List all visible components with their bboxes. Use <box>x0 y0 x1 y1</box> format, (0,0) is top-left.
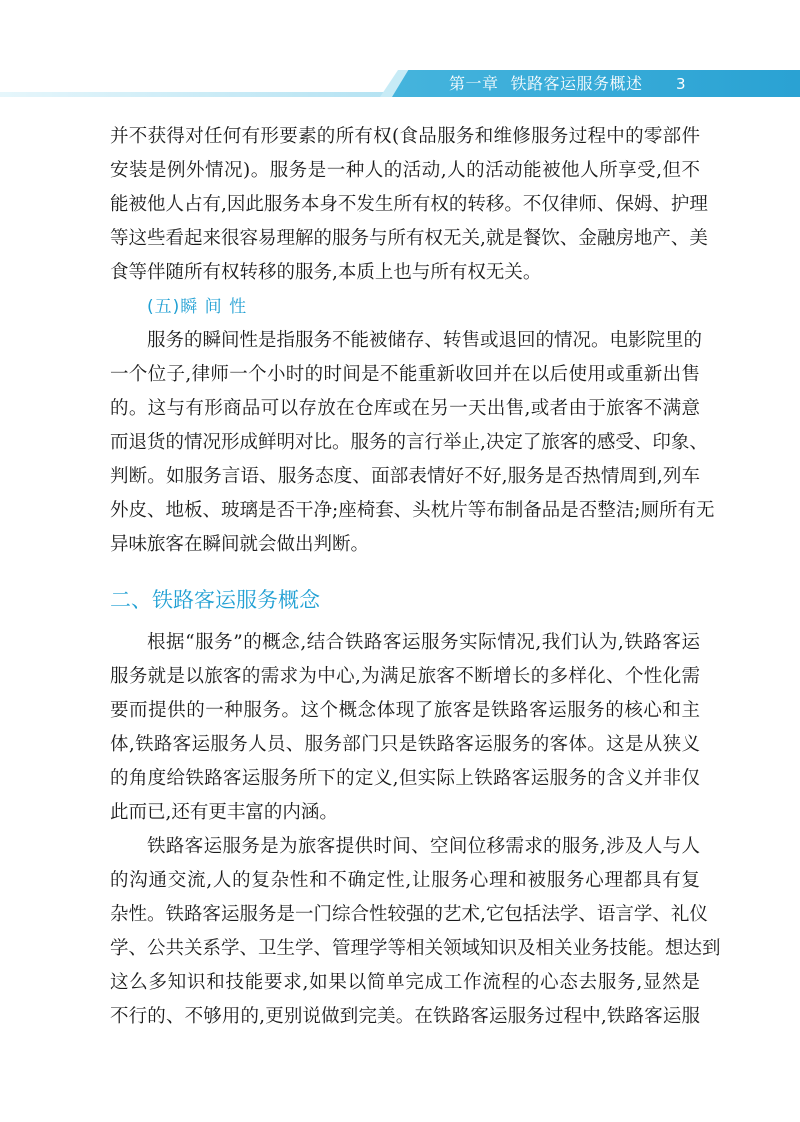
paragraph-concept <box>110 626 700 830</box>
chapter-title: 铁路客运服务概述 <box>510 74 643 93</box>
page-body <box>110 120 721 1034</box>
text-line: 铁路客运服务是为旅客提供时间、空间位移需求的服务,涉及人与人 <box>147 836 700 857</box>
text-line: 这么多知识和技能要求,如果以简单完成工作流程的心态去服务,显然是 <box>110 972 700 993</box>
text-line: 异味旅客在瞬间就会做出判断。 <box>110 534 370 555</box>
text-line: 杂性。铁路客运服务是一门综合性较强的艺术,它包括法学、语言学、礼仪 <box>110 904 708 925</box>
text-line: 能被他人占有,因此服务本身不发生所有权的转移。不仅律师、保姆、护理 <box>110 194 708 215</box>
text-line: 服务就是以旅客的需求为中心,为满足旅客不断增长的多样化、个性化需 <box>110 666 700 687</box>
text-line: 安装是例外情况)。服务是一种人的活动,人的活动能被他人所享受,但不 <box>110 160 700 181</box>
text-line: 而退货的情况形成鲜明对比。服务的言行举止,决定了旅客的感受、印象、 <box>110 432 708 453</box>
text-line: 要而提供的一种服务。这个概念体现了旅客是铁路客运服务的核心和主 <box>110 700 700 721</box>
text-line: 的沟通交流,人的复杂性和不确定性,让服务心理和被服务心理都具有复 <box>110 870 700 891</box>
section-heading: 二、铁路客运服务概念 <box>110 588 320 612</box>
text-line: 食等伴随所有权转移的服务,本质上也与所有权无关。 <box>110 262 542 283</box>
text-line: 外皮、地板、玻璃是否干净;座椅套、头枕片等布制备品是否整洁;厕所有无 <box>110 500 715 521</box>
text-line: 不行的、不够用的,更别说做到完美。在铁路客运服务过程中,铁路客运服 <box>110 1006 700 1027</box>
text-line: 服务的瞬间性是指服务不能被储存、转售或退回的情况。电影院里的 <box>147 330 703 351</box>
text-line: 此而已,还有更丰富的内涵。 <box>110 802 338 823</box>
subsection-heading: (五)瞬 间 性 <box>147 297 248 317</box>
page-number: 3 <box>676 75 686 93</box>
page-header <box>0 0 800 110</box>
text-line: 学、公共关系学、卫生学、管理学等相关领域知识及相关业务技能。想达到 <box>110 938 721 959</box>
text-line: 体,铁路客运服务人员、服务部门只是铁路客运服务的客体。这是从狭义 <box>110 734 700 755</box>
text-line: 的角度给铁路客运服务所下的定义,但实际上铁路客运服务的含义并非仅 <box>110 768 700 789</box>
running-head <box>449 72 643 96</box>
text-line: 判断。如服务言语、服务态度、面部表情好不好,服务是否热情周到,列车 <box>110 466 700 487</box>
paragraph-ownership <box>110 120 708 290</box>
text-line: 并不获得对任何有形要素的所有权(食品服务和维修服务过程中的零部件 <box>110 126 700 147</box>
text-line: 一个位子,律师一个小时的时间是不能重新收回并在以后使用或重新出售 <box>110 364 700 385</box>
text-line: 等这些看起来很容易理解的服务与所有权无关,就是餐饮、金融房地产、美 <box>110 228 708 249</box>
paragraph-instantaneity <box>110 324 715 562</box>
chapter-label: 第一章 <box>449 74 499 93</box>
text-line: 的。这与有形商品可以存放在仓库或在另一天出售,或者由于旅客不满意 <box>110 398 700 419</box>
text-line: 根据“服务”的概念,结合铁路客运服务实际情况,我们认为,铁路客运 <box>147 632 700 653</box>
paragraph-complexity <box>110 830 721 1034</box>
